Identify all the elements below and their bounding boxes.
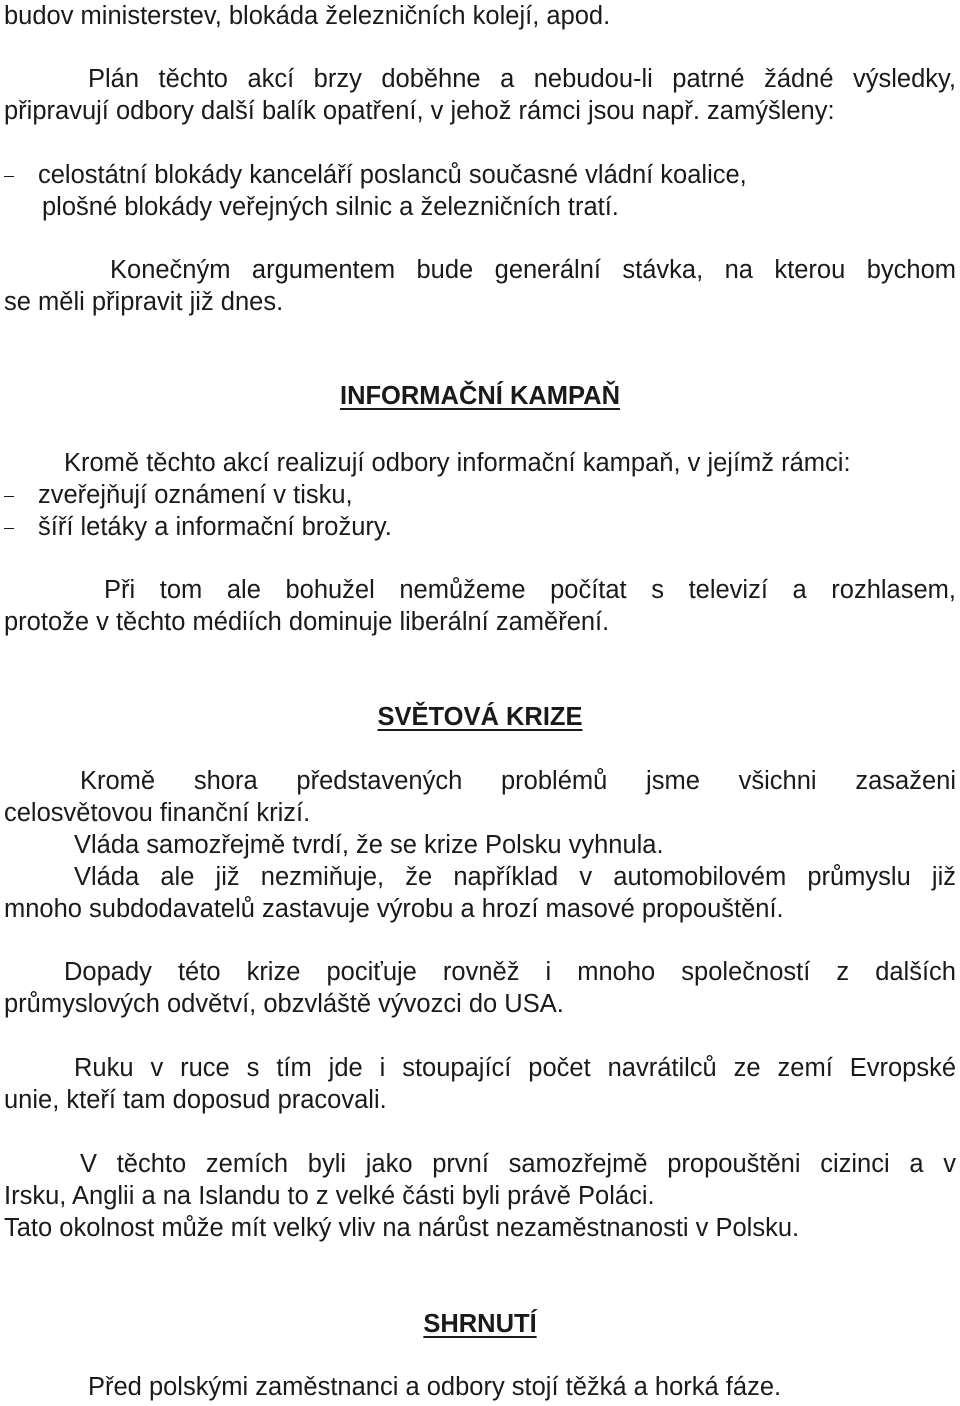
dash-bullet — [4, 528, 14, 529]
text-line: Konečným argumentem bude generální stávka, na kterou bychom — [110, 256, 956, 284]
text-line: protože v těchto médiích dominuje liberální zaměření. — [4, 608, 610, 636]
text-line: průmyslových odvětví, obzvláště vývozci do USA. — [4, 990, 564, 1018]
section-heading: SHRNUTÍ — [423, 1310, 537, 1338]
section-heading: SVĚTOVÁ KRIZE — [377, 703, 583, 731]
text-line: se měli připravit již dnes. — [4, 288, 284, 316]
dash-bullet — [4, 176, 14, 177]
text-line: plošné blokády veřejných silnic a železničních tratí. — [42, 193, 619, 221]
text-line: Před polskými zaměstnanci a odbory stojí těžká a horká fáze. — [88, 1373, 782, 1401]
text-line: Kromě shora představených problémů jsme všichni zasaženi — [80, 767, 956, 795]
text-line: Ruku v ruce s tím jde i stoupající počet navrátilců ze zemí Evropské — [74, 1054, 956, 1082]
text-line: Vláda samozřejmě tvrdí, že se krize Polsku vyhnula. — [74, 831, 664, 859]
list-item: celostátní blokády kanceláří poslanců současné vládní koalice, — [38, 161, 747, 189]
text-line: připravují odbory další balík opatření, v jehož rámci jsou např. zamýšleny: — [4, 97, 835, 125]
section-heading: INFORMAČNÍ KAMPAŇ — [339, 382, 620, 410]
text-line: Plán těchto akcí brzy doběhne a nebudou-li patrné žádné výsledky, — [88, 65, 956, 93]
text-line: Kromě těchto akcí realizují odbory informační kampaň, v jejímž rámci: — [64, 449, 851, 477]
text-line: Při tom ale bohužel nemůžeme počítat s televizí a rozhlasem, — [104, 576, 956, 604]
text-line: mnoho subdodavatelů zastavuje výrobu a hrozí masové propouštění. — [4, 895, 784, 923]
dash-bullet — [4, 496, 14, 497]
text-line: unie, kteří tam doposud pracovali. — [4, 1086, 387, 1114]
text-line: celosvětovou finanční krizí. — [4, 799, 311, 827]
text-line: Vláda ale již nezmiňuje, že například v automobilovém průmyslu již — [74, 863, 956, 891]
list-item: šíří letáky a informační brožury. — [38, 513, 392, 541]
text-line: budov ministerstev, blokáda železničních kolejí, apod. — [4, 2, 611, 30]
text-line: Dopady této krize pociťuje rovněž i mnoho společností z dalších — [64, 958, 956, 986]
text-line: V těchto zemích byli jako první samozřejmě propouštěni cizinci a v — [80, 1150, 956, 1178]
list-item: zveřejňují oznámení v tisku, — [38, 481, 353, 509]
text-line: Tato okolnost může mít velký vliv na nárůst nezaměstnanosti v Polsku. — [4, 1214, 800, 1242]
text-line: Irsku, Anglii a na Islandu to z velké části byli právě Poláci. — [4, 1182, 655, 1210]
